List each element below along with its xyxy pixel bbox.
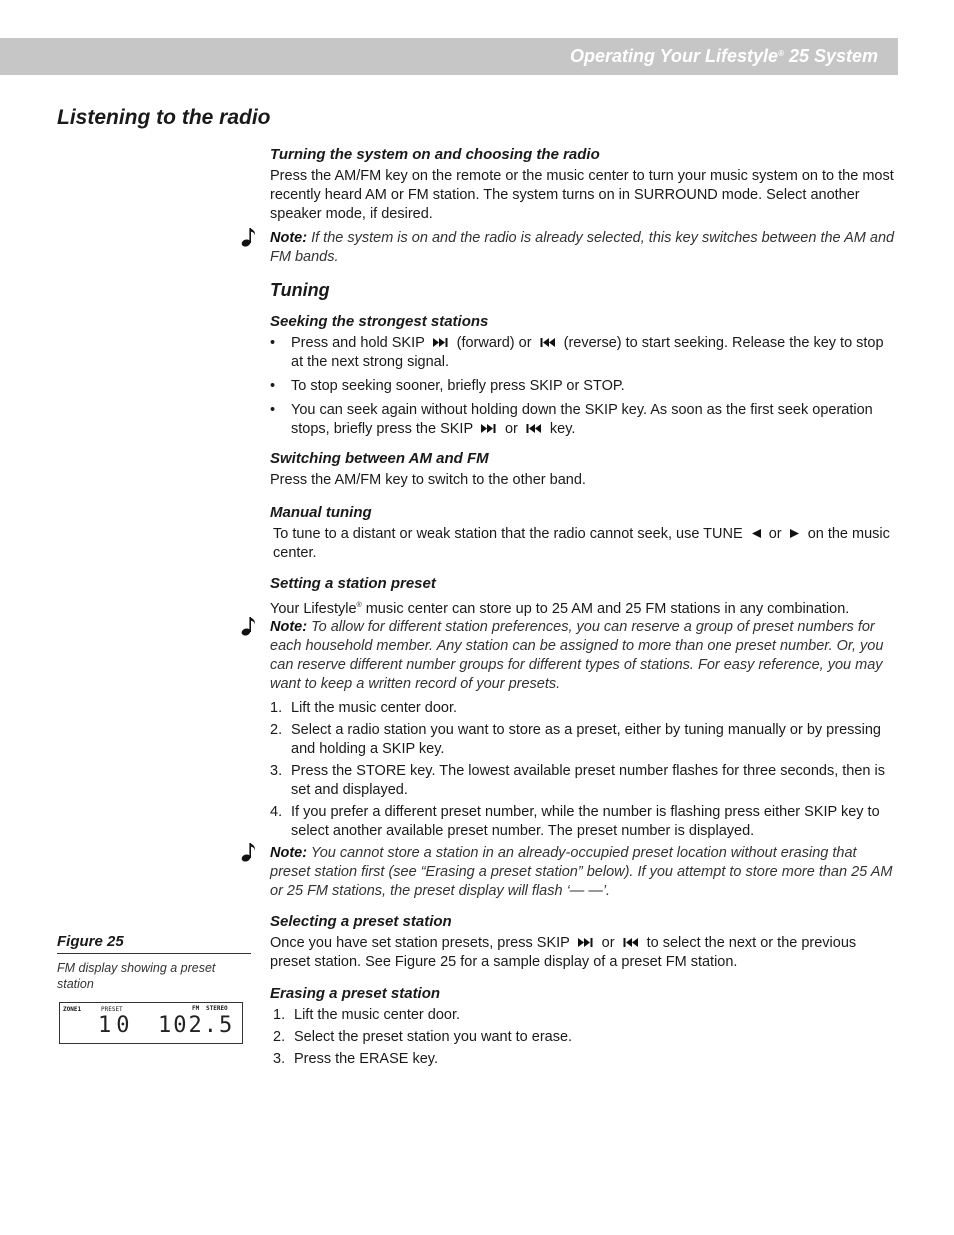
skip-reverse-icon — [539, 337, 557, 348]
skip-forward-icon — [480, 423, 498, 434]
lcd-zone-label: ZONE1 — [63, 1006, 82, 1013]
skip-forward-icon — [432, 337, 450, 348]
list-item: 4. If you prefer a different preset number, while the number is flashing press either SKIP key to select another available preset number. The preset number is displayed. — [270, 804, 880, 839]
erasing-heading: Erasing a preset station — [270, 985, 441, 1002]
list-item: 1. Lift the music center door. — [273, 1007, 461, 1023]
section-selecting-preset — [270, 912, 896, 972]
preset-steps-list — [270, 699, 896, 841]
seeking-list — [270, 334, 896, 439]
skip-reverse-icon — [622, 937, 640, 948]
note-3: Note: You cannot store a station in an already-occupied preset location without erasing that preset station first (see “Erasing a preset station” below). If you attempt to store more than 25 AM or 25 FM stations, the preset display will flash ‘— —’. — [270, 845, 893, 899]
seeking-heading: Seeking the strongest stations — [270, 313, 489, 330]
music-note-icon — [240, 841, 258, 863]
erase-steps-list — [270, 1006, 896, 1069]
preset-body: Your Lifestyle® music center can store up to 25 AM and 25 FM stations in any combination. — [270, 600, 850, 617]
list-item: • Press and hold SKIP (forward) or (reverse) to start seeking. Release the key to stop at the next strong signal. — [270, 334, 896, 372]
triangle-left-icon — [750, 528, 762, 539]
music-note-icon — [240, 226, 258, 248]
figure-description: FM display showing a preset station — [57, 961, 216, 991]
figure-label: Figure 25 — [57, 932, 251, 954]
skip-reverse-icon — [525, 423, 543, 434]
lcd-preset-number: 10 — [98, 1013, 135, 1038]
section-heading: Turning the system on and choosing the radio — [270, 146, 600, 163]
list-item: • To stop seeking sooner, briefly press SKIP or STOP. — [270, 377, 896, 396]
page-title: Listening to the radio — [57, 106, 271, 129]
list-item: 2. Select the preset station you want to erase. — [273, 1029, 573, 1045]
list-item: 1. Lift the music center door. — [270, 700, 458, 716]
preset-heading: Setting a station preset — [270, 575, 436, 592]
list-item: 2. Select a radio station you want to store as a preset, either by tuning manually or by pressing and holding a SKIP key. — [270, 722, 881, 757]
skip-forward-icon — [577, 937, 595, 948]
figure-caption — [57, 932, 251, 992]
manual-body: To tune to a distant or weak station that the radio cannot seek, use TUNE or on the music center. — [273, 526, 890, 561]
section-body: Press the AM/FM key on the remote or the music center to turn your music system on to the most recently heard AM or FM station. The system turns on in SURROUND mode. Select another speaker mode, if desired. — [270, 168, 894, 222]
lcd-frequency: 102.5 — [158, 1013, 235, 1038]
selecting-body: Once you have set station presets, press SKIP or to select the next or the previous preset station. See Figure 25 for a sample display of a preset FM station. — [270, 935, 857, 970]
section-switching — [270, 449, 896, 490]
section-tuning — [270, 279, 896, 301]
preset-steps — [270, 699, 896, 841]
list-item: 3. Press the STORE key. The lowest available preset number flashes for three seconds, then is set and displayed. — [270, 763, 885, 798]
lcd-stereo-label: STEREO — [206, 1005, 228, 1012]
lcd-fm-label: FM — [192, 1005, 200, 1012]
tuning-heading: Tuning — [270, 280, 330, 300]
selecting-heading: Selecting a preset station — [270, 913, 452, 930]
music-note-icon — [240, 615, 258, 637]
section-erasing-preset — [270, 984, 896, 1069]
section-manual — [270, 503, 896, 563]
note-1: Note: If the system is on and the radio is already selected, this key switches between the AM and FM bands. — [270, 230, 895, 265]
note-2: Note: To allow for different station preferences, you can reserve a group of preset numbers for each household member. Any station can be assigned to more than one preset number. Or, you can reserve different number groups for different types of stations. For easy reference, you may want to keep a written record of your presets. — [270, 619, 884, 692]
switching-heading: Switching between AM and FM — [270, 450, 489, 467]
manual-heading: Manual tuning — [270, 504, 372, 521]
list-item: 3. Press the ERASE key. — [273, 1051, 438, 1067]
section-setting-preset — [270, 574, 896, 619]
section-seeking — [270, 312, 896, 439]
fm-display-figure — [59, 1002, 243, 1044]
switching-body: Press the AM/FM key to switch to the other band. — [270, 472, 586, 488]
lcd-preset-label: PRESET — [101, 1006, 123, 1013]
section-turning-on — [270, 145, 896, 224]
header-title: Operating Your Lifestyle® 25 System — [569, 46, 878, 66]
header-bar — [0, 38, 898, 75]
triangle-right-icon — [789, 528, 801, 539]
list-item: • You can seek again without holding down the SKIP key. As soon as the first seek operation stops, briefly press the SKIP or key. — [270, 401, 896, 439]
